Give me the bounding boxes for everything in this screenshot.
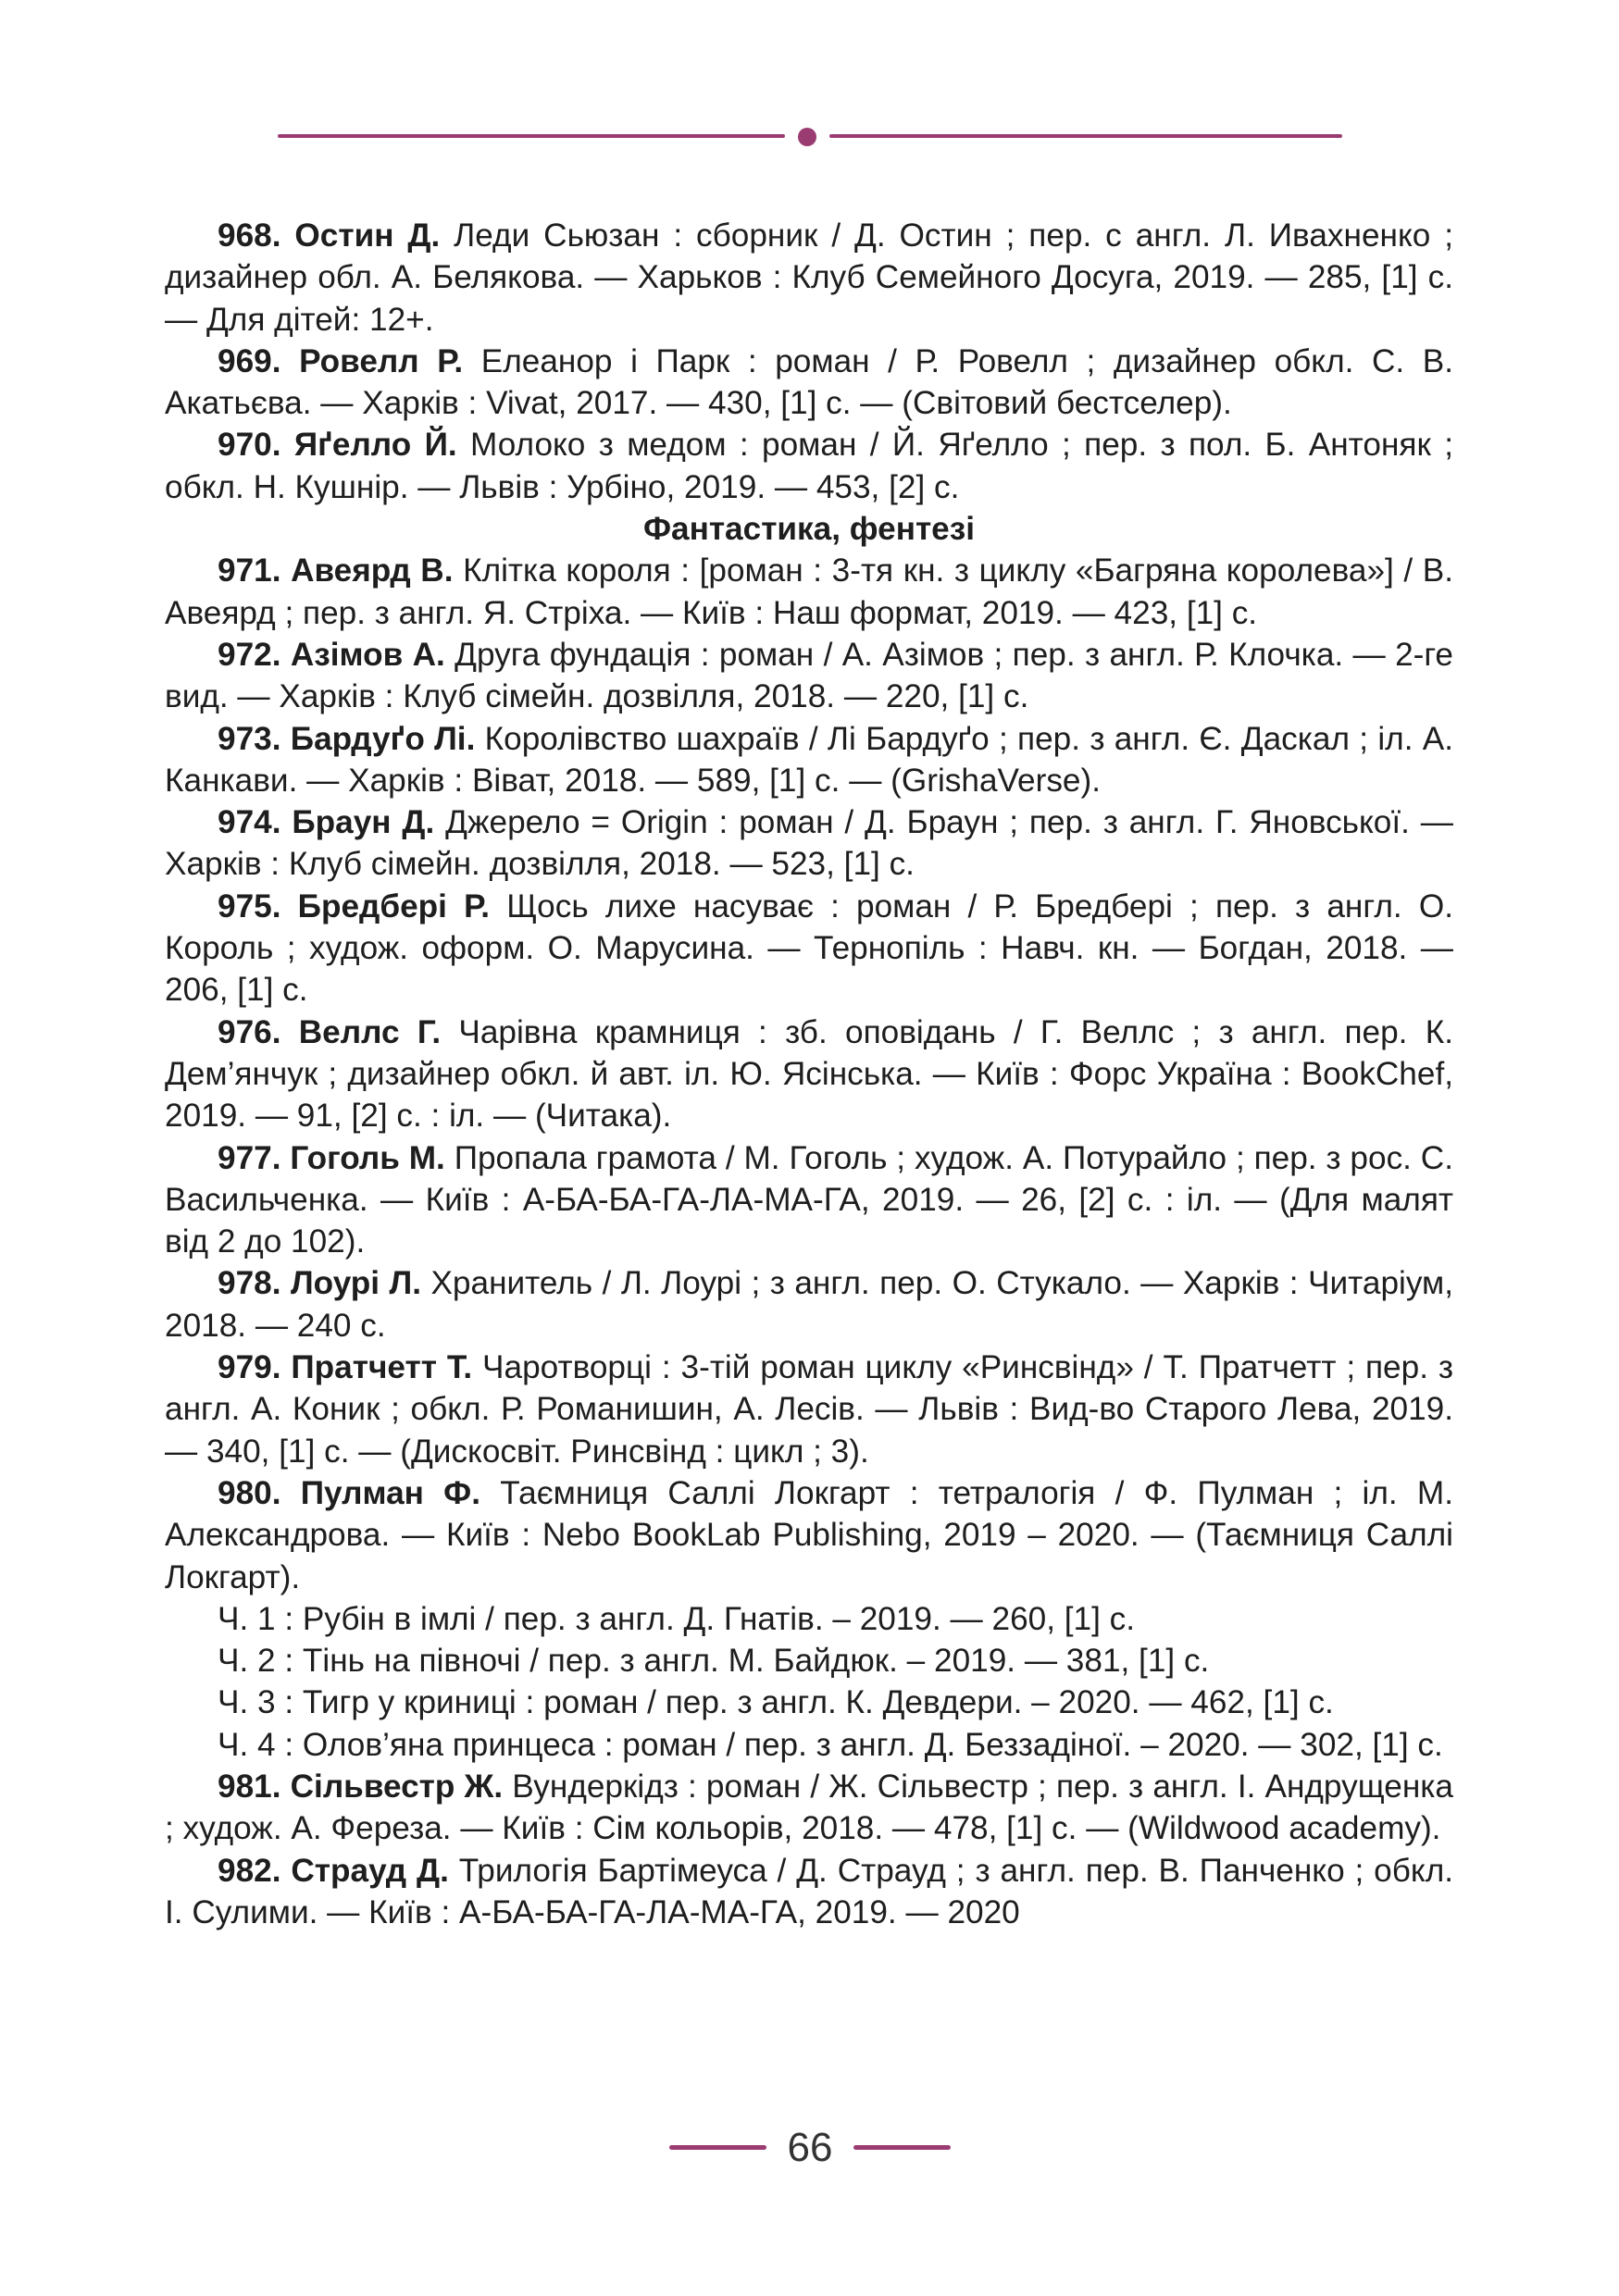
bibliography-entry (165, 886, 1453, 1011)
entry-author: Бардуґо Лі. (290, 720, 476, 757)
top-ornament (278, 128, 1342, 146)
entry-description: Щось лихе насуває : роман / Р. Бредбері ; пер. з англ. О. Король ; худож. оформ. О. Марусина. — Тернопіль : Навч. кн. — Богдан, 2018. — 206, [1] с. (165, 887, 1454, 1009)
entry-author: Пулман Ф. (300, 1474, 480, 1511)
entry-author: Гоголь М. (290, 1139, 445, 1176)
tetralogy-part: Ч. 3 : Тигр у криниці : роман / пер. з англ. К. Девдери. – 2020. — 462, [1] с. (218, 1684, 1334, 1721)
entry-number: 973. (218, 720, 281, 757)
entry-number: 976. (218, 1013, 281, 1050)
entries-fantasy (165, 550, 1453, 1597)
entry-author: Ровелл Р. (299, 342, 464, 379)
bibliography-entry (165, 801, 1453, 886)
bibliography-entry (165, 1850, 1453, 1934)
entry-description: Елеанор і Парк : роман / Р. Ровелл ; дизайнер обкл. С. В. Акатьєва. — Харків : Vivat, 2017. — 430, [1] с. — (Світовий бестселер). (165, 342, 1454, 422)
footer-line-left (669, 2145, 766, 2150)
bibliography-entry (165, 215, 1453, 341)
entry-description: Друга фундація : роман / А. Азімов ; пер. з англ. Р. Клочка. — 2-ге вид. — Харків : Клуб сімейн. дозвілля, 2018. — 220, [1] с. (165, 636, 1454, 715)
tetralogy-part: Ч. 4 : Олов’яна принцеса : роман / пер. з англ. Д. Беззадіної. – 2020. — 302, [1] с. (218, 1726, 1443, 1763)
bibliography-entry (165, 424, 1453, 508)
entry-number: 981. (218, 1768, 281, 1805)
entry-number: 979. (218, 1349, 281, 1386)
page-number: 66 (787, 2125, 833, 2170)
entry-description: Пропала грамота / М. Гоголь ; худож. А. Потурайло ; пер. з рос. С. Васильченка. — Київ : А-БА-БА-ГА-ЛА-МА-ГА, 2019. — 26, [2] с. : іл. — (Для малят від 2 до 102). (165, 1139, 1453, 1260)
ornament-dot (798, 128, 816, 146)
entry-author: Сільвестр Ж. (290, 1768, 504, 1805)
ornament-line-right (829, 134, 1342, 138)
tetralogy-part: Ч. 2 : Тінь на півночі / пер. з англ. М. Байдюк. – 2019. — 381, [1] с. (218, 1643, 1210, 1680)
bibliography-entry (165, 634, 1453, 718)
entry-description: Вундеркідз : роман / Ж. Сільвестр ; пер. з англ. І. Андрущенка ; худож. А. Фереза. — Київ : Сім кольорів, 2018. — 478, [1] с. — (Wildwood academy). (165, 1768, 1453, 1847)
bibliography-entry (165, 1766, 1453, 1850)
entry-author: Лоурі Л. (290, 1265, 421, 1302)
bibliography-entry (165, 1262, 1453, 1347)
tetralogy-part: Ч. 1 : Рубін в імлі / пер. з англ. Д. Гнатів. – 2019. — 260, [1] с. (218, 1600, 1136, 1637)
entry-description: Трилогія Бартімеуса / Д. Страуд ; з англ. пер. В. Панченко ; обкл. І. Сулими. — Київ : А-БА-БА-ГА-ЛА-МА-ГА, 2019. — 2020 (165, 1852, 1454, 1930)
tetralogy-parts (165, 1598, 1453, 1766)
entry-number: 980. (218, 1474, 281, 1511)
bibliography-entry (165, 341, 1453, 425)
entries-before-section (165, 215, 1453, 508)
entry-number: 972. (218, 636, 281, 673)
section-heading: Фантастика, фентезі (642, 511, 976, 548)
footer-line-right (853, 2145, 951, 2150)
entries-end (165, 1766, 1453, 1933)
entry-description: Клітка короля : [роман : 3-тя кн. з циклу «Багряна королева»] / В. Авеярд ; пер. з англ. Я. Стріха. — Київ : Наш формат, 2019. — 423, [1] с. (165, 552, 1453, 631)
entry-author: Бредбері Р. (297, 887, 491, 925)
entry-description: Чаротворці : 3-тій роман циклу «Ринсвінд» / Т. Пратчетт ; пер. з англ. А. Коник ; обкл. Р. Романишин, А. Лесів. — Львів : Вид-во Старого Лева, 2019. — 340, [1] с. — (Дискосвіт. Ринсвінд : цикл ; 3). (165, 1349, 1453, 1470)
entry-description: Молоко з медом : роман / Й. Яґелло ; пер. з пол. Б. Антоняк ; обкл. Н. Кушнір. — Львів : Урбіно, 2019. — 453, [2] с. (165, 427, 1453, 505)
entry-description: Леди Сьюзан : сборник / Д. Остин ; пер. с англ. Л. Ивахненко ; дизайнер обл. А. Белякова. — Харьков : Клуб Семейного Досуга, 2019. — 285, [1] с. — Для дітей: 12+. (165, 217, 1453, 338)
bibliography-entry (165, 1011, 1453, 1137)
entry-author: Браун Д. (292, 804, 435, 841)
entry-description: Таємниця Саллі Локгарт : тетралогія / Ф. Пулман ; іл. М. Александрова. — Київ : Nebo BookLab Publishing, 2019 – 2020. — (Таємниця Саллі Локгарт). (165, 1474, 1453, 1595)
entry-author: Азімов А. (290, 636, 445, 673)
entry-number: 975. (218, 887, 281, 925)
bibliography-entry (165, 550, 1453, 634)
entry-author: Яґелло Й. (293, 427, 457, 464)
page-footer (0, 2122, 1619, 2178)
entry-author: Пратчетт Т. (291, 1349, 473, 1386)
bibliography-entry (165, 1137, 1453, 1263)
entry-author: Страуд Д. (291, 1852, 449, 1889)
entry-author: Веллс Г. (298, 1013, 442, 1050)
entry-description: Хранитель / Л. Лоурі ; з англ. пер. О. Стукало. — Харків : Читаріум, 2018. — 240 с. (165, 1265, 1453, 1344)
entry-number: 982. (218, 1852, 281, 1889)
entry-number: 974. (218, 804, 281, 841)
entry-description: Королівство шахраїв / Лі Бардуґо ; пер. з англ. Є. Даскал ; іл. А. Канкави. — Харків : Віват, 2018. — 589, [1] с. — (GrishaVerse). (165, 720, 1454, 799)
bibliography-entry (165, 1347, 1453, 1472)
bibliography-content (165, 215, 1453, 1933)
entry-number: 968. (218, 217, 281, 254)
bibliography-entry (165, 1472, 1453, 1598)
entry-number: 969. (218, 342, 281, 379)
ornament-line-left (278, 134, 785, 138)
entry-number: 971. (218, 552, 281, 590)
entry-number: 978. (218, 1265, 281, 1302)
entry-description: Чарівна крамниця : зб. оповідань / Г. Веллс ; з англ. пер. К. Дем’янчук ; дизайнер обкл. й авт. іл. Ю. Ясінська. — Київ : Форс Україна : BookChef, 2019. — 91, [2] с. : іл. — (Читака). (165, 1013, 1453, 1135)
entry-description: Джерело = Origin : роман / Д. Браун ; пер. з англ. Г. Яновської. — Харків : Клуб сімейн. дозвілля, 2018. — 523, [1] с. (165, 804, 1453, 883)
entry-number: 977. (218, 1139, 281, 1176)
entry-author: Остин Д. (294, 217, 441, 254)
entry-author: Авеярд В. (291, 552, 454, 590)
entry-number: 970. (218, 427, 281, 464)
bibliography-entry (165, 718, 1453, 802)
